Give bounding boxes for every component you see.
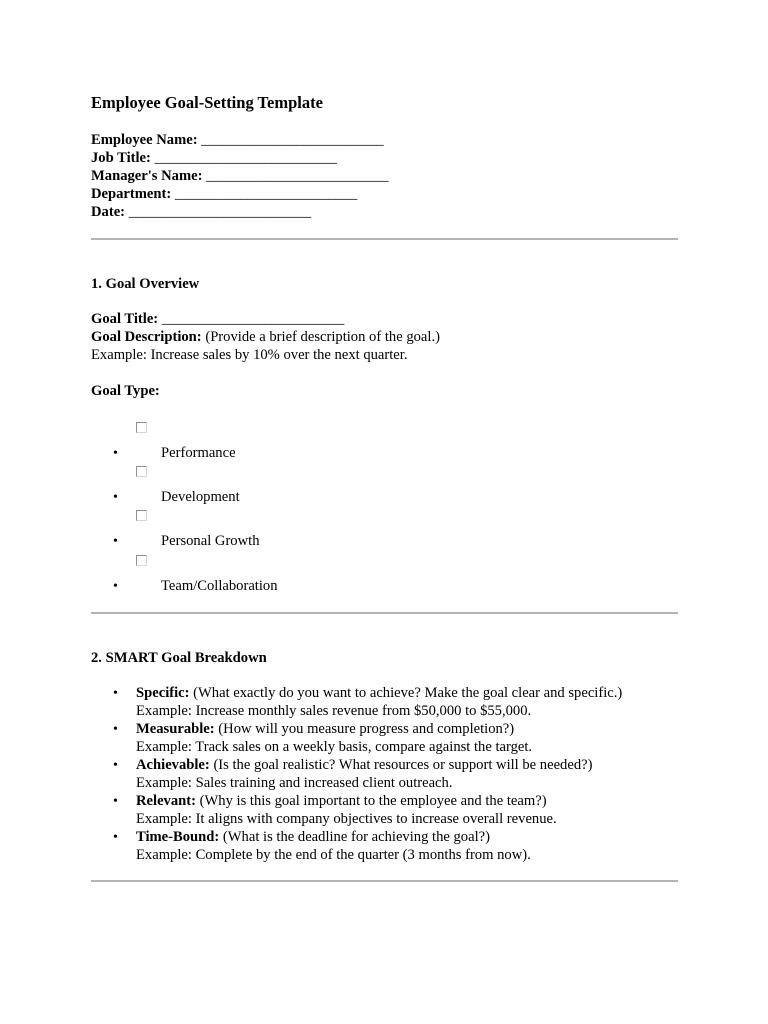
bullet-icon: • [113,794,118,809]
employee-name-field[interactable] [91,131,384,149]
smart-item-achievable [136,756,592,774]
field-label: Employee Name: [91,132,198,148]
department-field[interactable] [91,185,357,203]
goal-description-hint: (Provide a brief description of the goal.) [205,329,440,345]
bullet-icon: • [113,579,118,594]
horizontal-divider [91,880,678,882]
smart-item-label: Measurable: [136,721,215,737]
field-blank[interactable]: _________________________ [154,150,337,166]
smart-item-relevant [136,792,547,810]
managers-name-field[interactable] [91,167,389,185]
smart-item-example: Example: It aligns with company objectives to increase overall revenue. [136,811,557,827]
smart-item-example: Example: Sales training and increased client outreach. [136,775,453,791]
goal-description-line [91,328,440,346]
horizontal-divider [91,238,678,240]
field-label: Manager's Name: [91,168,203,184]
smart-item-hint: (What exactly do you want to achieve? Make the goal clear and specific.) [193,685,623,701]
bullet-icon: • [113,830,118,845]
field-blank[interactable]: _________________________ [201,132,384,148]
smart-item-hint: (Why is this goal important to the employee and the team?) [199,793,547,809]
field-blank[interactable]: _________________________ [161,311,345,327]
section-heading-goal-overview: 1. Goal Overview [91,276,200,292]
smart-item-example: Example: Track sales on a weekly basis, compare against the target. [136,739,533,755]
smart-item-measurable [136,720,514,738]
date-field[interactable] [91,203,311,221]
document-title: Employee Goal-Setting Template [91,93,323,112]
horizontal-divider [91,612,678,614]
field-label: Department: [91,186,172,202]
smart-item-hint: (Is the goal realistic? What resources or support will be needed?) [213,757,593,773]
checkbox-icon[interactable] [136,466,147,477]
bullet-icon: • [113,686,118,701]
goal-type-option-performance: Performance [161,445,236,461]
goal-type-option-team-collaboration: Team/Collaboration [161,578,278,594]
goal-type-label: Goal Type: [91,383,160,399]
job-title-field[interactable] [91,149,337,167]
goal-type-option-personal-growth: Personal Growth [161,533,260,549]
smart-item-label: Specific: [136,685,190,701]
field-blank[interactable]: _________________________ [128,204,312,220]
smart-item-label: Relevant: [136,793,196,809]
bullet-icon: • [113,490,118,505]
bullet-icon: • [113,722,118,737]
smart-item-hint: (How will you measure progress and completion?) [218,721,515,737]
field-blank[interactable]: _________________________ [174,186,358,202]
field-label: Date: [91,204,126,220]
checkbox-icon[interactable] [136,422,147,433]
smart-item-specific [136,684,622,702]
smart-item-example: Example: Increase monthly sales revenue from $50,000 to $55,000. [136,703,532,719]
smart-item-label: Time-Bound: [136,829,220,845]
checkbox-icon[interactable] [136,555,147,566]
goal-title-field[interactable] [91,310,344,328]
smart-item-hint: (What is the deadline for achieving the goal?) [222,829,490,845]
field-label: Goal Description: [91,329,202,345]
goal-type-option-development: Development [161,489,240,505]
goal-description-example: Example: Increase sales by 10% over the next quarter. [91,347,408,363]
bullet-icon: • [113,758,118,773]
checkbox-icon[interactable] [136,510,147,521]
field-blank[interactable]: _________________________ [206,168,389,184]
field-label: Goal Title: [91,311,159,327]
bullet-icon: • [113,446,118,461]
smart-item-time-bound [136,828,490,846]
bullet-icon: • [113,534,118,549]
smart-item-example: Example: Complete by the end of the quarter (3 months from now). [136,847,531,863]
smart-item-label: Achievable: [136,757,210,773]
section-heading-smart-goal-breakdown: 2. SMART Goal Breakdown [91,650,267,666]
field-label: Job Title: [91,150,151,166]
